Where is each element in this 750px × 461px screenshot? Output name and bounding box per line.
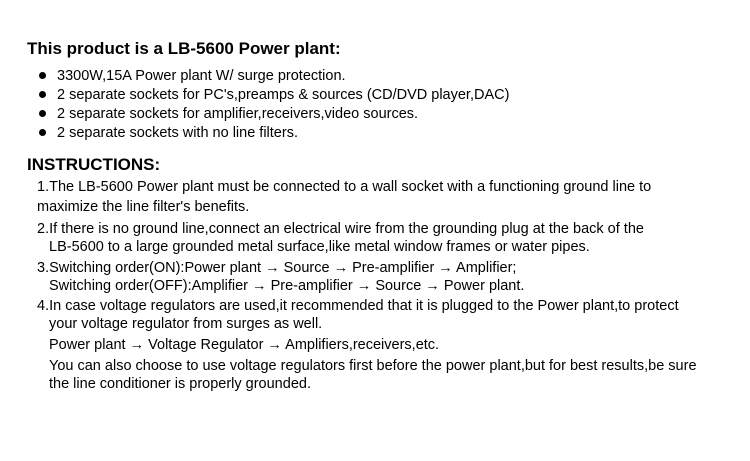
instruction-text: Switching order(OFF):Amplifier → Pre-amplifier → Source → Power plant. — [49, 278, 525, 294]
instruction-text: 3.Switching order(ON):Power plant → Source → Pre-amplifier → Amplifier; — [37, 260, 517, 276]
feature-item: 2 separate sockets for amplifier,receivers,video sources. — [57, 106, 419, 122]
instruction-text: 2.If there is no ground line,connect an electrical wire from the grounding plug at the back of the — [37, 221, 644, 237]
feature-item: 2 separate sockets with no line filters. — [57, 125, 298, 141]
bullet-icon — [39, 72, 46, 79]
feature-item: 2 separate sockets for PC's,preamps & sources (CD/DVD player,DAC) — [57, 87, 510, 103]
instruction-text: 4.In case voltage regulators are used,it recommended that it is plugged to the Power plant,to protect — [37, 298, 679, 314]
bullet-icon — [39, 110, 46, 117]
instruction-text: You can also choose to use voltage regulators first before the power plant,but for best results,be sure — [49, 358, 697, 374]
instruction-text: LB-5600 to a large grounded metal surface,like metal window frames or water pipes. — [49, 239, 590, 255]
instructions-heading: INSTRUCTIONS: — [27, 155, 161, 174]
bullet-icon — [39, 91, 46, 98]
feature-item: 3300W,15A Power plant W/ surge protection. — [57, 68, 346, 84]
instruction-text: Power plant → Voltage Regulator → Amplifiers,receivers,etc. — [49, 337, 440, 353]
instruction-text: your voltage regulator from surges as well. — [49, 316, 323, 332]
instruction-text: 1.The LB-5600 Power plant must be connected to a wall socket with a functioning ground line to — [37, 179, 652, 195]
bullet-icon — [39, 129, 46, 136]
instruction-text: maximize the line filter's benefits. — [37, 199, 250, 215]
product-heading: This product is a LB-5600 Power plant: — [27, 39, 341, 58]
instruction-text: the line conditioner is properly grounded. — [49, 376, 311, 392]
